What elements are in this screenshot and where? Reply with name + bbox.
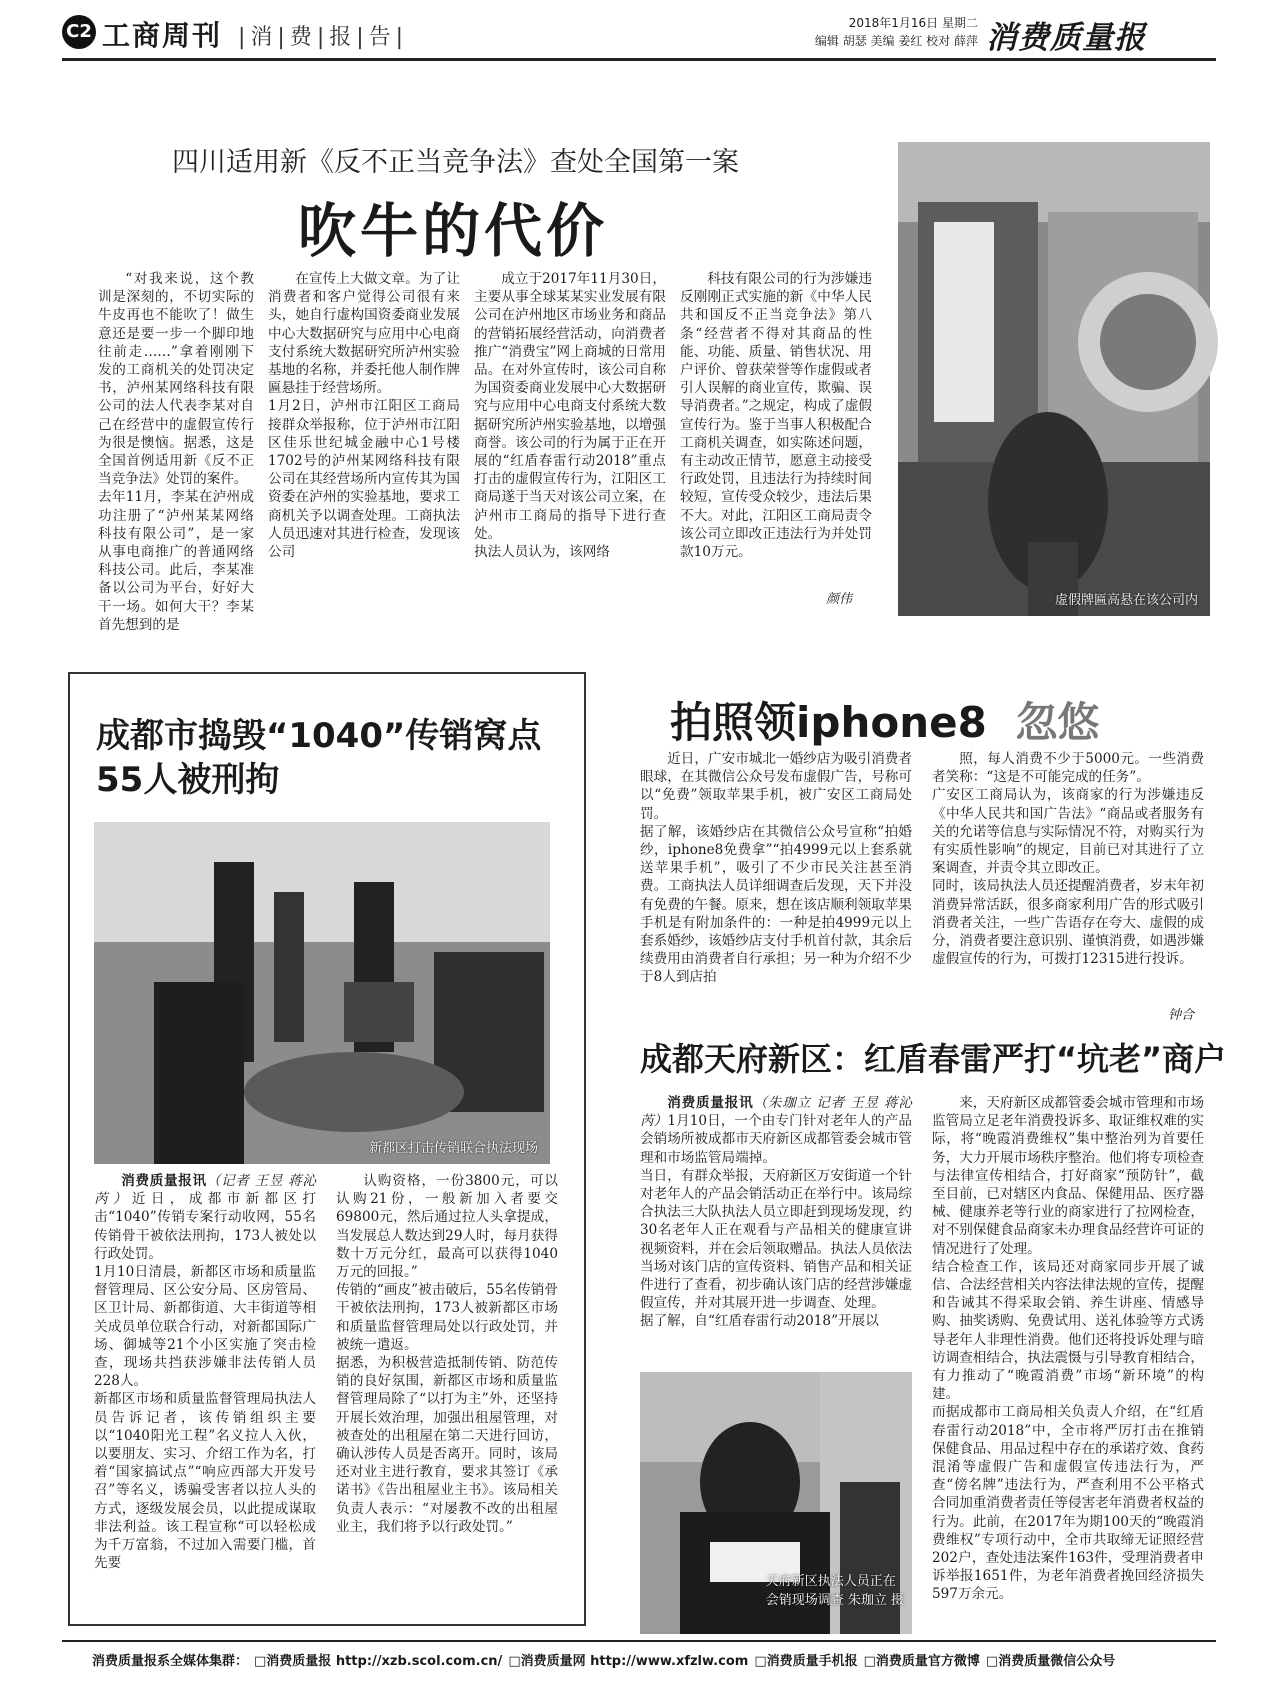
article1-col1-text: “对我来说，这个教训是深刻的，不切实际的牛皮再也不能吹了！做生意还是要一步一个脚印地往前走……”拿着刚刚下发的工商机关的处罚决定书，泸州某网络科技有限公司的法人代表李某对自己在经营中的虚假宣传行为很是懊恼。据悉，这是全国首例适用新《反不正当竞争法》处罚的案件。 去年11月，李某在泸州成功注册了“泸州某某网络科技有限公司”，是一家从事电商推广的普通网络科技公司。此后，李某准备以公司为平台，好好大干一场。如何大干？李某首先想到的是	[98, 271, 254, 633]
footer-link-website[interactable]: □消费质量网 http://www.xfzlw.com	[508, 1654, 749, 1669]
article2-lead	[94, 1172, 316, 1572]
article2-photo	[94, 822, 550, 1164]
article2-headline-line1: 成都市捣毁“1040”传销窝点	[96, 716, 542, 756]
footer-label: 消费质量报系全媒体集群：	[92, 1654, 249, 1669]
article1-photo	[898, 142, 1210, 616]
article2-photo-scene	[94, 822, 550, 1164]
article3-col2-text: 照，每人消费不少于5000元。一些消费者笑称：“这是不可能完成的任务”。 广安区工商局认为，该商家的行为涉嫌违反《中华人民共和国广告法》“商品或者服务有关的允诺等信息与实际情况不符，对购买行为有实质性影响”的规定，目前已对其进行了立案调查，并责令其立即改正。 同时，该局执法人员还提醒消费者，岁末年初消费异常活跃，很多商家利用广告的形式吸引消费者关注，一些广告语存在夸大、虚假的成分，消费者要注意识别、谨慎消费，如遇涉嫌虚假宣传的行为，可拨打12315进行投诉。	[932, 751, 1204, 968]
article2-col1-text: 近日，成都市新都区打击“1040”传销专案行动收网，55名传销骨干被依法刑拘，173人被处以行政处罚。 1月10日清晨，新都区市场和质量监督管理局、区公安分局、区房管局、区卫计局、新都街道、大丰街道等相关成员单位联合行动，对新都国际广场、御城等21个小区实施了突击检查，现场共挡获涉嫌非法传销人员228人。 新都区市场和质量监督管理局执法人员告诉记者，该传销组织主要以“1040阳光工程”名义拉人入伙，以要朋友、实习、介绍工作为名，打着“国家搞试点”“响应西部大开发号召”等名义，诱骗受害者以拉人头的方式，逐级发展会员，以此提成谋取非法利益。该工程宣称“可以轻松成为千万富翁，不过加入需要门槛，首先要	[94, 1191, 317, 1572]
article2-column-1	[94, 1172, 316, 1612]
footer-link-newspaper[interactable]: □消费质量报 http://xzb.scol.com.cn/	[254, 1654, 503, 1669]
article4-lead-label: 消费质量报讯	[667, 1095, 754, 1111]
article1-column-1	[98, 270, 254, 633]
article3-column-2	[932, 750, 1204, 1004]
article2-lead-reporter: （记者 王昱 蒋沁芮）	[94, 1173, 316, 1208]
article1-headline: 吹牛的代价	[298, 197, 609, 265]
article3-column-1	[640, 750, 912, 1022]
article2-lead-label: 消费质量报讯	[121, 1173, 207, 1189]
article3-col1-text: 近日，广安市城北一婚纱店为吸引消费者眼球，在其微信公众号发布虚假广告，号称可以“免费”领取苹果手机，被广安区工商局处罚。 据了解，该婚纱店在其微信公众号宣称“拍婚纱，iphone8免费拿”“拍4999元以上套系就送苹果手机”，吸引了不少市民关注甚至消费。工商执法人员详细调查后发现，天下并没有免费的午餐。原来，想在该店顺利领取苹果手机是有附加条件的：一种是拍4999元以上套系婚纱，该婚纱店支付手机首付款，其余后续费用由消费者自行承担；另一种为介绍不少于8人到店拍	[640, 751, 912, 986]
paper-name-logo: 消费质量报	[986, 20, 1146, 56]
section-sub: |消|费|报|告|	[238, 25, 409, 50]
article4-headline: 成都天府新区：红盾春雷严打“坑老”商户	[640, 1040, 1227, 1078]
article1-column-4	[680, 270, 872, 588]
article1-col4-text: 科技有限公司的行为涉嫌违反刚刚正式实施的新《中华人民共和国反不正当竞争法》第八条“经营者不得对其商品的性能、功能、质量、销售状况、用户评价、曾获荣誉等作虚假或者引人误解的商业宣传，欺骗、误导消费者。”之规定，构成了虚假宣传行为。鉴于当事人积极配合工商机关调查，如实陈述问题，有主动改正情节，愿意主动接受行政处罚，且违法行为持续时间较短，宣传受众较少，违法后果不大。对此，江阳区工商局责令该公司立即改正违法行为并处罚款10万元。	[680, 271, 872, 561]
article1-col2-text: 在宣传上大做文章。为了让消费者和客户觉得公司很有来头，她自行虚构国资委商业发展中心大数据研究与应用中心电商支付系统大数据研究所泸州实验基地的名称，并委托他人制作牌匾悬挂于经营场所。 1月2日，泸州市江阳区工商局接群众举报称，位于泸州市江阳区佳乐世纪城金融中心1号楼1702号的泸州某网络科技有限公司在其经营场所内宣传其为国资委在泸州的实验基地，要求工商机关予以调查处理。工商执法人员迅速对其进行检查，发现该公司	[268, 271, 460, 561]
section-name: 工商周刊	[102, 19, 223, 52]
article4-column-2	[932, 1094, 1204, 1626]
article4-photo-caption	[766, 1570, 904, 1608]
page-masthead	[62, 10, 1216, 60]
article4-photo-caption-line1: 天府新区执法人员正在	[765, 1574, 896, 1589]
article2-headline-line2: 55人被刑拘	[96, 760, 280, 800]
article4-col1-text: 1月10日，一个由专门针对老年人的产品会销场所被成都市天府新区成都管委会城市管理和市场监管局端掉。 当日，有群众举报，天府新区万安街道一个针对老年人的产品会销活动正在举行中。该局综合执法三大队执法人员立即赶到现场发现，约30名老年人正在观看与产品相关的健康宣讲视频资料，并在会后领取赠品。执法人员依法当场对该门店的宣传资料、销售产品和相关证件进行了查看，初步确认该门店的经营涉嫌虚假宣传，并对其展开进一步调查、处理。 据了解，自“红盾春雷行动2018”开展以	[640, 1113, 913, 1330]
footer-link-weibo[interactable]: □消费质量官方微博	[863, 1654, 980, 1669]
page-code-badge: C2	[62, 15, 96, 49]
article1-photo-scene	[898, 142, 1210, 616]
article2-col2-text: 认购资格，一份3800元，可以认购21份，一般新加入者要交69800元，然后通过拉人头拿提成，当发展总人数达到29人时，每月获得数十万元分红，最高可以获得1040万元的回报。” 传销的“画皮”被击破后，55名传销骨干被依法刑拘，173人被新都区市场和质量监督管理局处以行政处罚，并被统一遣返。 据悉，为积极营造抵制传销、防范传销的良好氛围，新都区市场和质量监督管理局除了“以打为主”外，还坚持开展长效治理，加强出租屋管理，对被查处的出租屋在第二天进行回访，确认涉传人员是否离开。同时，该局还对业主进行教育，要求其签订《承诺书》《告出租屋业主书》。该局相关负责人表示：“对屡教不改的出租屋业主，我们将予以行政处罚。”	[336, 1173, 558, 1535]
article1-column-3	[474, 270, 666, 606]
footer-media-links	[92, 1650, 1212, 1669]
footer-link-wechat[interactable]: □消费质量微信公众号	[985, 1654, 1116, 1669]
article1-kicker: 四川适用新《反不正当竞争法》查处全国第一案	[172, 147, 739, 178]
article4-column-1	[640, 1094, 912, 1356]
article4-photo	[640, 1372, 912, 1634]
article1-photo-caption: 虚假牌匾高悬在该公司内	[1054, 593, 1198, 608]
article1-col3-text: 成立于2017年11月30日，主要从事全球某某实业发展有限公司在泸州地区市场业务和商品的营销拓展经营活动，向消费者推广“消费宝”网上商城的日常用品。在对外宣传时，该公司自称为国资委商业发展中心大数据研究与应用中心电商支付系统大数据研究所泸州实验基地，以增强商誉。该公司的行为属于正在开展的“红盾春雷行动2018”重点打击的虚假宣传行为，江阳区工商局遂于当天对该公司立案，在泸州市工商局的指导下进行查处。 执法人员认为，该网络	[474, 271, 666, 561]
article1-column-2	[268, 270, 460, 606]
article3-headline	[670, 690, 1099, 750]
date-line: 2018年1月16日 星期二	[848, 16, 978, 30]
article2-photo-caption: 新都区打击传销联合执法现场	[368, 1141, 538, 1156]
article3-byline: 钟合	[1168, 1008, 1195, 1023]
article4-photo-caption-line2: 会销现场调查 朱珈立 摄	[765, 1593, 904, 1608]
footer-link-mobile-paper[interactable]: □消费质量手机报	[754, 1654, 858, 1669]
article4-lead-reporter: （朱珈立 记者 王昱 蒋沁芮）	[640, 1095, 912, 1130]
article3-headline-main: 拍照领iphone8	[670, 698, 987, 747]
article3-headline-tail: 忽悠	[1015, 698, 1100, 747]
article1-byline: 颜伟	[826, 592, 853, 607]
editors-line: 编辑 胡瑟 美编 姜红 校对 薛萍	[814, 34, 978, 48]
article4-lead	[640, 1094, 912, 1331]
footer-rule	[62, 1640, 1216, 1642]
masthead-rule	[62, 58, 1216, 61]
article2-column-2	[336, 1172, 558, 1612]
article4-col2-text: 来，天府新区成都管委会城市管理和市场监管局立足老年消费投诉多、取证维权难的实际，将“晚霞消费维权”集中整治列为首要任务，大力开展市场秩序整治。他们将专项检查与法律宣传相结合，打好商家“预防针”，截至目前，已对辖区内食品、保健用品、医疗器械、健康养老等行业的商家进行了拉网检查，对不别保健食品商家未办理食品经营许可证的情况进行了处理。 结合检查工作，该局还对商家同步开展了诚信、合法经营相关内容法律法规的宣传，提醒和告诫其不得采取会销、养生讲座、情感导购、抽奖诱购、免费试用、送礼体验等方式诱导老年人非理性消费。他们还将投诉处理与暗访调查相结合，执法震慑与引导教育相结合，有力推动了“晚霞消费”市场“新环境”的构建。 而据成都市工商局相关负责人介绍，在“红盾春雷行动2018”中，全市将严厉打击在推销保健食品、用品过程中存在的承诺疗效、食药混淆等虚假广告和虚假宣传违法行为，严查“傍名牌”违法行为，严查利用不公平格式合同加重消费者责任等侵害老年消费者权益的行为。此前，在2017年为期100天的“晚霞消费维权”专项行动中，全市共取缔无证照经营202户，查处违法案件163件，受理消费者申诉举报1651件，为老年消费者挽回经济损失597万余元。	[932, 1095, 1204, 1603]
